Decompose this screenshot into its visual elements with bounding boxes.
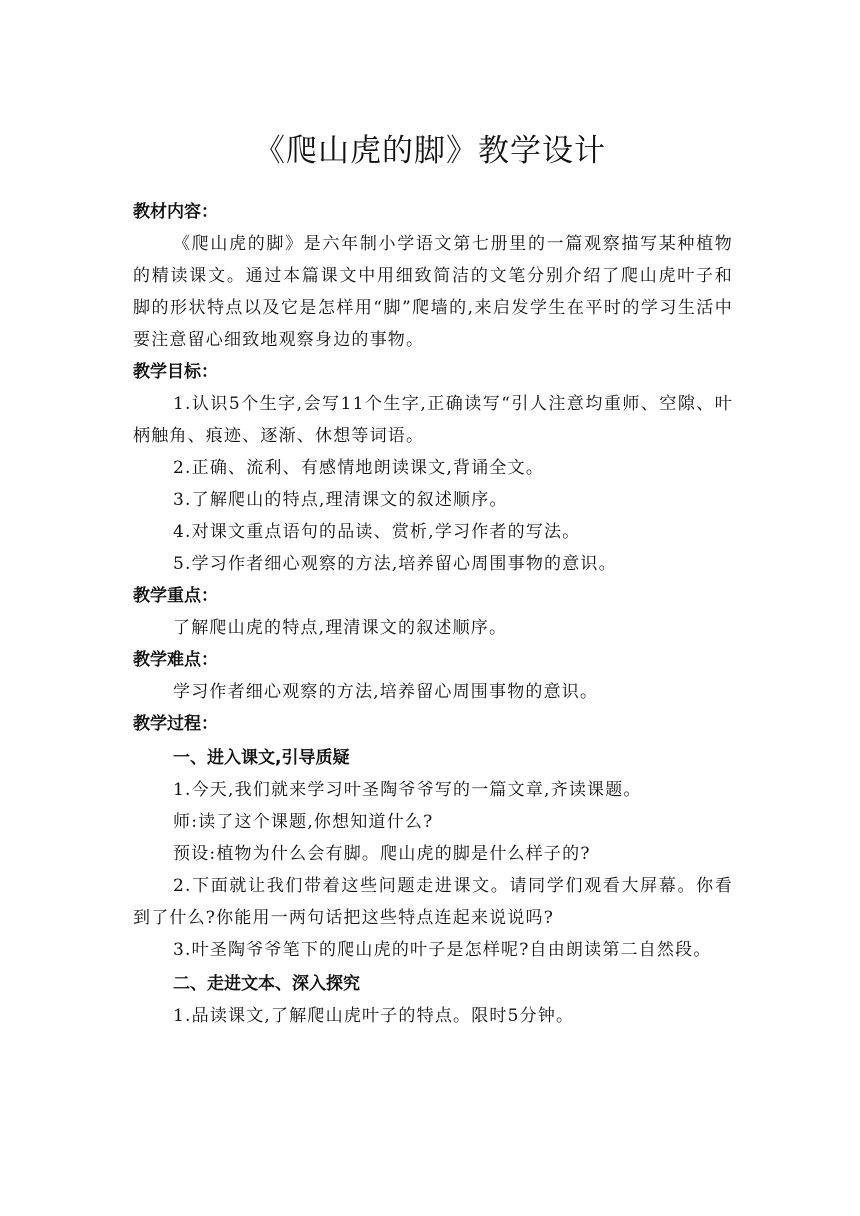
process-part1-heading: 一、进入课文,引导质疑 xyxy=(173,748,350,768)
process-item: 1.品读课文,了解爬山虎叶子的特点。限时5分钟。 xyxy=(173,1006,575,1026)
difficulties-heading: 教学难点： xyxy=(133,650,218,670)
document-title: 《爬山虎的脚》教学设计 xyxy=(254,132,606,169)
process-item: 1.今天,我们就来学习叶圣陶爷爷写的一篇文章,齐读课题。 xyxy=(173,780,642,800)
key-points-heading: 教学重点： xyxy=(133,586,218,606)
process-heading: 教学过程： xyxy=(133,714,218,734)
goal-item: 1.认识5个生字,会写11个生字,正确读写“引人注意均重师、空隙、叶柄触角、痕迹、逐渐、休想等词语。 xyxy=(133,394,733,446)
goal-item: 5.学习作者细心观察的方法,培养留心周围事物的意识。 xyxy=(173,554,617,574)
goal-item: 2.正确、流利、有感情地朗读课文,背诵全文。 xyxy=(173,458,545,478)
goal-item: 3.了解爬山的特点,理清课文的叙述顺序。 xyxy=(173,490,508,510)
goals-heading: 教学目标： xyxy=(133,362,218,382)
process-item: 3.叶圣陶爷爷笔下的爬山虎的叶子是怎样呢?自由朗读第二自然段。 xyxy=(173,940,712,960)
process-item: 预设:植物为什么会有脚。爬山虎的脚是什么样子的? xyxy=(173,844,591,864)
document-body xyxy=(133,196,733,1032)
materials-heading: 教材内容： xyxy=(133,202,218,222)
process-item: 师:读了这个课题,你想知道什么? xyxy=(173,812,434,832)
process-part2-heading: 二、走进文本、深入探究 xyxy=(173,974,360,994)
goal-item: 4.对课文重点语句的品读、赏析,学习作者的写法。 xyxy=(173,522,581,542)
key-points-text: 了解爬山虎的特点,理清课文的叙述顺序。 xyxy=(173,618,508,638)
difficulties-text: 学习作者细心观察的方法,培养留心周围事物的意识。 xyxy=(173,682,599,702)
materials-paragraph: 《爬山虎的脚》是六年制小学语文第七册里的一篇观察描写某种植物的精读课文。通过本篇课文中用细致简洁的文笔分别介绍了爬山虎叶子和脚的形状特点以及它是怎样用“脚”爬墙的,来启发学生在平时的学习生活中要注意留心细致地观察身边的事物。 xyxy=(133,234,733,350)
process-item: 2.下面就让我们带着这些问题走进课文。请同学们观看大屏幕。你看到了什么?你能用一两句话把这些特点连起来说说吗? xyxy=(133,876,733,928)
